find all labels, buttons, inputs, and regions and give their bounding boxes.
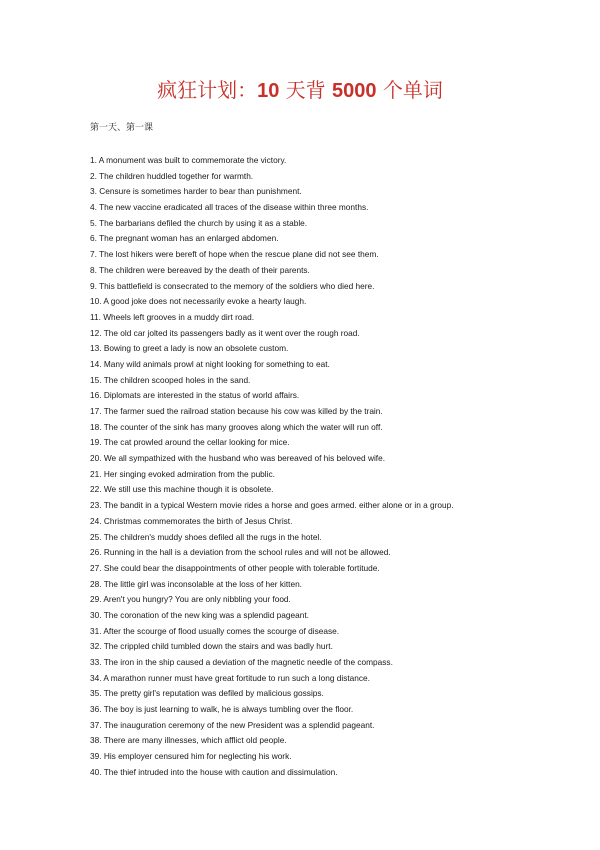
sentence-item: 39. His employer censured him for neglecting his work. (90, 751, 292, 762)
sentence-item: 28. The little girl was inconsolable at the loss of her kitten. (90, 578, 302, 589)
sentence-item: 40. The thief intruded into the house with caution and dissimulation. (90, 766, 338, 777)
title-mid: 天背 (279, 78, 333, 102)
title-num-words: 5000 (332, 80, 377, 102)
title-prefix: 疯狂计划： (157, 78, 258, 102)
sentence-item: 33. The iron in the ship caused a deviation of the magnetic needle of the compass. (90, 657, 393, 667)
sentence-item: 7. The lost hikers were bereft of hope when the rescue plane did not see them. (90, 249, 379, 260)
sentence-item: 32. The crippled child tumbled down the stairs and was badly hurt. (90, 641, 333, 652)
sentence-item: 21. Her singing evoked admiration from the public. (90, 468, 275, 479)
sentence-item: 11. Wheels left grooves in a muddy dirt road. (90, 311, 255, 322)
sentence-item: 35. The pretty girl's reputation was defiled by malicious gossips. (90, 688, 324, 699)
sentence-item: 25. The children's muddy shoes defiled all the rugs in the hotel. (90, 531, 322, 542)
sentence-item: 2. The children huddled together for warmth. (90, 170, 254, 181)
sentence-item: 31. After the scourge of flood usually comes the scourge of disease. (90, 625, 340, 636)
sentence-item: 37. The inauguration ceremony of the new President was a splendid pageant. (90, 719, 375, 730)
sentence-item: 9. This battlefield is consecrated to the memory of the soldiers who died here. (90, 280, 375, 291)
sentence-item: 23. The bandit in a typical Western movie rides a horse and goes armed. either alone or in a group. (90, 500, 454, 511)
sentence-item: 22. We still use this machine though it is obsolete. (90, 484, 274, 495)
sentence-item: 34. A marathon runner must have great fortitude to run such a long distance. (90, 672, 370, 683)
sentence-item: 29. Aren't you hungry? You are only nibbling your food. (90, 594, 291, 605)
sentence-item: 18. The counter of the sink has many grooves along which the water will run off. (90, 421, 383, 432)
sentence-item: 10. A good joke does not necessarily evoke a hearty laugh. (90, 296, 307, 307)
sentence-item: 24. Christmas commemorates the birth of Jesus Christ. (90, 515, 293, 526)
sentence-item: 4. The new vaccine eradicated all traces of the disease within three months. (90, 202, 369, 213)
sentence-item: 14. Many wild animals prowl at night looking for something to eat. (90, 358, 330, 369)
document-title (0, 76, 600, 105)
sentence-item: 27. She could bear the disappointments of other people with tolerable fortitude. (90, 562, 380, 573)
sentence-item: 36. The boy is just learning to walk, he is always tumbling over the floor. (90, 704, 354, 715)
sentence-item: 5. The barbarians defiled the church by using it as a stable. (90, 217, 308, 228)
sentence-item: 20. We all sympathized with the husband who was bereaved of his beloved wife. (90, 453, 386, 464)
sentence-item: 16. Diplomats are interested in the status of world affairs. (90, 390, 300, 401)
sentence-item: 12. The old car jolted its passengers badly as it went over the rough road. (90, 327, 360, 338)
sentence-item: 1. A monument was built to commemorate the victory. (90, 155, 287, 165)
sentence-list (90, 153, 590, 781)
sentence-item: 13. Bowing to greet a lady is now an obsolete custom. (90, 343, 289, 354)
sentence-item: 3. Censure is sometimes harder to bear than punishment. (90, 186, 302, 197)
title-suffix: 个单词 (376, 78, 443, 102)
sentence-item: 30. The coronation of the new king was a splendid pageant. (90, 609, 309, 620)
sentence-item: 19. The cat prowled around the cellar looking for mice. (90, 437, 290, 448)
sentence-item: 26. Running in the hall is a deviation from the school rules and will not be allowed. (90, 547, 391, 558)
sentence-item: 8. The children were bereaved by the death of their parents. (90, 264, 310, 275)
title-num-days: 10 (257, 80, 280, 102)
sentence-item: 38. There are many illnesses, which afflict old people. (90, 735, 287, 746)
sentence-item: 17. The farmer sued the railroad station because his cow was killed by the train. (90, 406, 383, 416)
lesson-subtitle: 第一天、第一课 (90, 123, 154, 133)
sentence-item: 15. The children scooped holes in the sand. (90, 374, 251, 385)
sentence-item: 6. The pregnant woman has an enlarged abdomen. (90, 233, 279, 244)
